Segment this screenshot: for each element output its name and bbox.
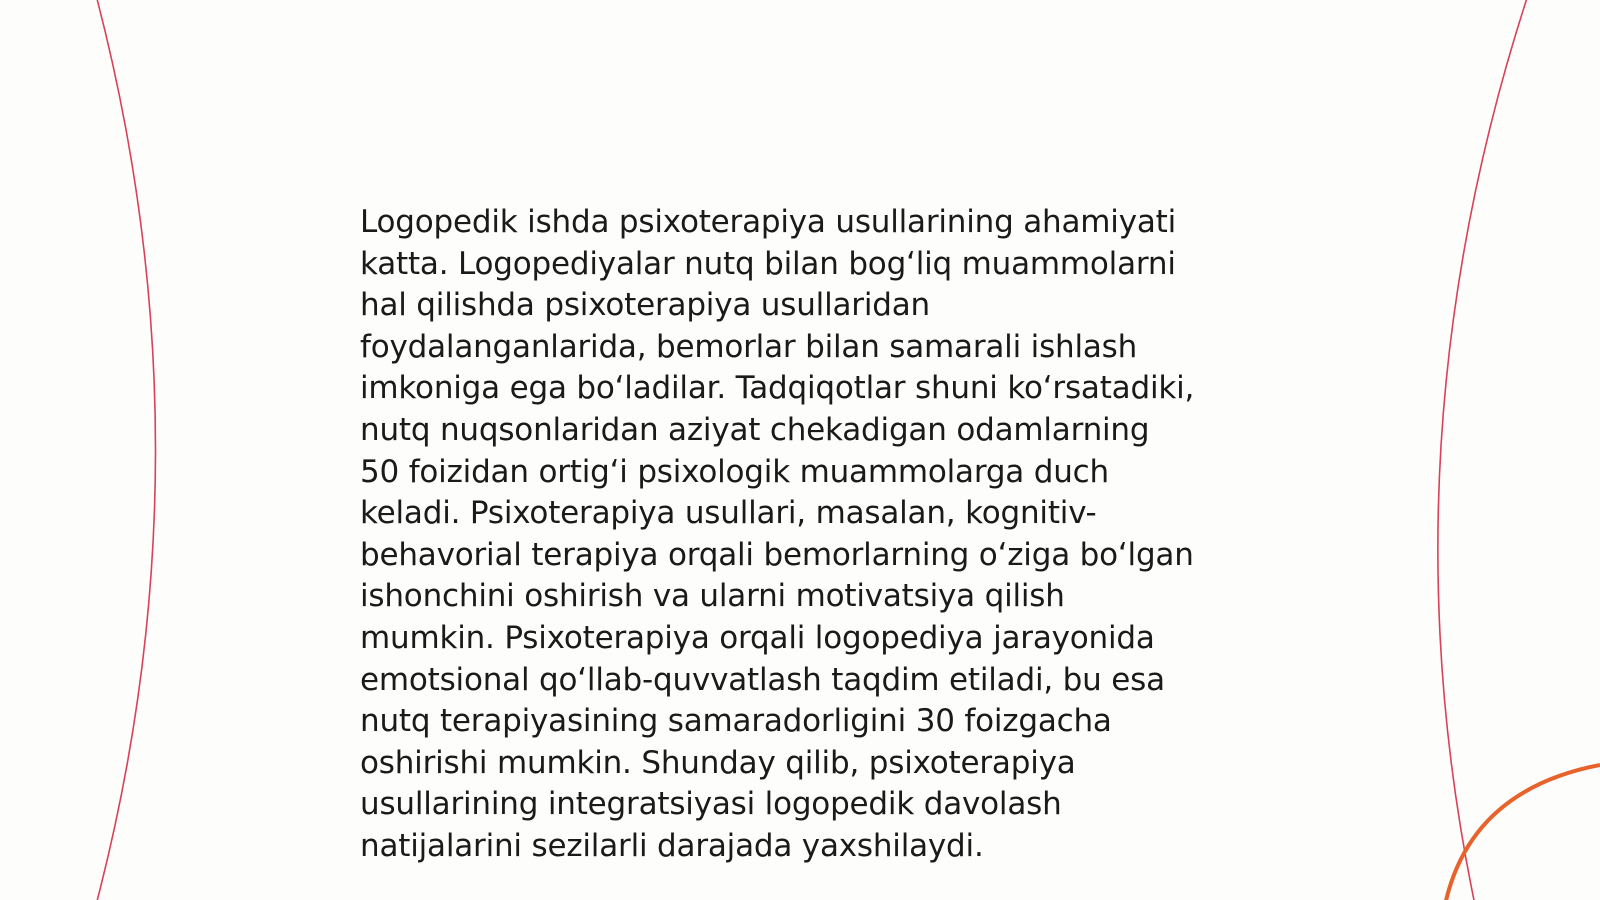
right-curve-line (1438, 0, 1528, 900)
slide-body-text: Logopedik ishda psixoterapiya usullarining ahamiyati katta. Logopediyalar nutq bilan bog‘liq muammolarni hal qilishda psixoterapiya usullaridan foydalanganlarida, bemorlar bilan samarali ishlash imkoniga ega bo‘ladilar. Tadqiqotlar shuni ko‘rsatadiki, nutq nuqsonlaridan aziyat chekadigan odamlarning 50 foizidan ortig‘i psixologik muammolarga duch keladi. Psixoterapiya usullari, masalan, kognitiv- behavorial terapiya orqali bemorlarning o‘ziga bo‘lgan ishonchini oshirish va ularni motivatsiya qilish mumkin. Psixoterapiya orqali logopediya jarayonida emotsional qo‘llab-quvvatlash taqdim etiladi, bu esa nutq terapiyasining samaradorligini 30 foizgacha oshirishi mumkin. Shunday qilib, psixoterapiya usullarining integratsiyasi logopedik davolash natijalarini sezilarli darajada yaxshilaydi. (360, 204, 1195, 864)
left-curve-line (96, 0, 156, 900)
orange-arc (1445, 765, 1600, 900)
